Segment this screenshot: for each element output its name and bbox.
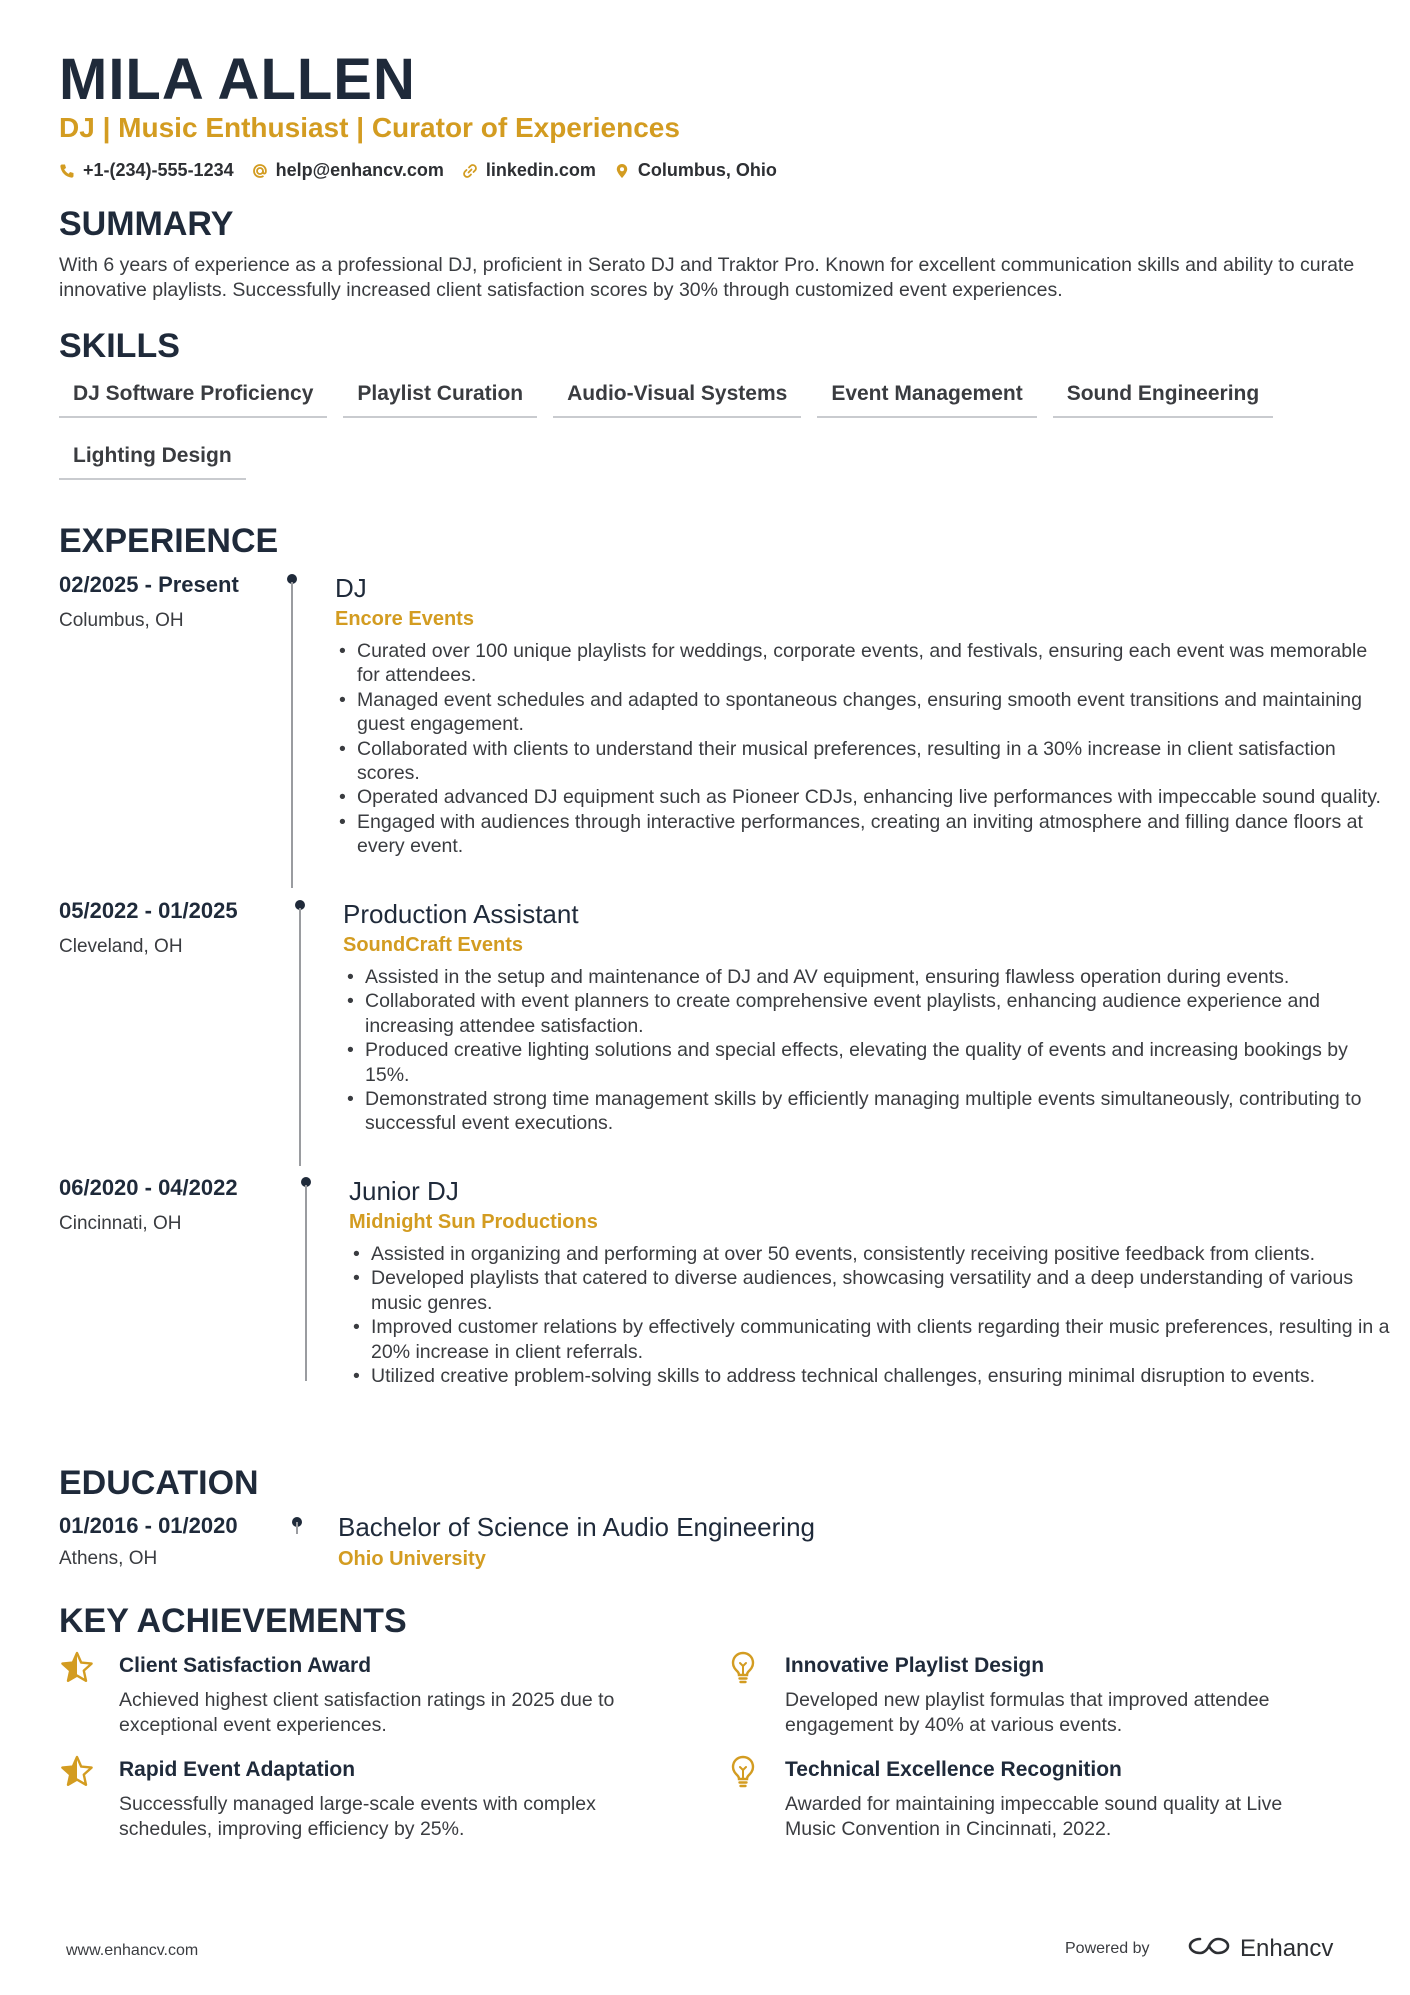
bullet-item: • Engaged with audiences through interactive performances, creating an inviting atmosphere and filling dance floors at every event. <box>335 810 1395 859</box>
experience-entry <box>59 1175 1390 1435</box>
contact-location <box>614 160 777 181</box>
experience-body <box>343 898 1393 1136</box>
skills-heading: SKILLS <box>59 327 180 365</box>
experience-dates: 02/2025 - Present <box>59 572 239 597</box>
star-icon <box>59 1754 95 1790</box>
bullet-item: • Operated advanced DJ equipment such as Pioneer CDJs, enhancing live performances with impeccable sound quality. <box>335 785 1395 809</box>
enhancv-logo[interactable] <box>1186 1934 1333 1963</box>
experience-company: SoundCraft Events <box>343 934 524 956</box>
experience-bullets <box>343 965 1393 1136</box>
lightbulb-icon <box>725 1650 761 1686</box>
experience-body <box>335 572 1395 859</box>
skill-tag: DJ Software Proficiency <box>59 380 327 418</box>
experience-bullets <box>335 639 1395 859</box>
bullet-item: • Curated over 100 unique playlists for weddings, corporate events, and festivals, ensuring each event was memorable for attendees. <box>335 639 1395 688</box>
summary-heading: SUMMARY <box>59 205 234 243</box>
experience-bullets <box>349 1242 1394 1388</box>
experience-entry <box>59 572 1381 892</box>
bullet-item: • Managed event schedules and adapted to spontaneous changes, ensuring smooth event transitions and maintaining guest engagement. <box>335 688 1395 737</box>
achievement-title: Innovative Playlist Design <box>785 1654 1045 1677</box>
bullet-item: • Demonstrated strong time management skills by efficiently managing multiple events simultaneously, contributing to successful event executions. <box>343 1087 1393 1136</box>
bullet-item: • Utilized creative problem-solving skills to address technical challenges, ensuring minimal disruption to events. <box>349 1364 1394 1388</box>
skill-tag: Sound Engineering <box>1053 380 1274 418</box>
education-location: Athens, OH <box>59 1548 158 1569</box>
footer-url[interactable]: www.enhancv.com <box>66 1942 199 1959</box>
summary-text: With 6 years of experience as a professional DJ, proficient in Serato DJ and Traktor Pro. Known for excellent communication skills and ability to curate innovative playlists. Successfully increased client satisfaction scores by 30% through customized event experiences. <box>59 254 1355 301</box>
bullet-item: • Developed playlists that catered to diverse audiences, showcasing versatility and a deep understanding of various music genres. <box>349 1266 1394 1315</box>
achievement-title: Client Satisfaction Award <box>119 1654 372 1677</box>
timeline-line <box>305 1185 307 1381</box>
at-icon <box>252 163 268 179</box>
timeline-line <box>291 582 293 888</box>
achievement-desc: Successfully managed large-scale events with complex schedules, improving efficiency by 25%. <box>119 1793 596 1840</box>
contact-location-text: Columbus, Ohio <box>637 160 777 180</box>
lightbulb-icon <box>725 1754 761 1790</box>
bullet-item: • Assisted in the setup and maintenance of DJ and AV equipment, ensuring flawless operation during events. <box>343 965 1393 989</box>
bullet-item: • Assisted in organizing and performing at over 50 events, consistently receiving positive feedback from clients. <box>349 1242 1394 1266</box>
experience-company: Midnight Sun Productions <box>349 1211 598 1233</box>
achievements-heading: KEY ACHIEVEMENTS <box>59 1602 407 1640</box>
experience-dates: 06/2020 - 04/2022 <box>59 1175 238 1200</box>
footer-powered-by: Powered by <box>1065 1940 1150 1957</box>
footer-brand: Enhancv <box>1240 1934 1334 1962</box>
education-degree: Bachelor of Science in Audio Engineering <box>338 1512 815 1542</box>
experience-role: DJ <box>335 573 367 603</box>
enhancv-logo-icon <box>1186 1934 1232 1963</box>
experience-role: Junior DJ <box>349 1176 459 1206</box>
achievement-title: Rapid Event Adaptation <box>119 1758 356 1781</box>
experience-body <box>349 1175 1394 1388</box>
link-icon <box>462 163 478 179</box>
experience-location: Cincinnati, OH <box>59 1213 182 1234</box>
bullet-item: • Improved customer relations by effectively communicating with clients regarding their music preferences, resulting in a 20% increase in client referrals. <box>349 1315 1394 1364</box>
contact-bar <box>59 160 777 181</box>
timeline-line <box>299 908 301 1166</box>
education-heading: EDUCATION <box>59 1464 259 1502</box>
location-pin-icon <box>614 163 630 179</box>
bullet-item: • Produced creative lighting solutions and special effects, elevating the quality of events and increasing bookings by 15%. <box>343 1038 1393 1087</box>
experience-company: Encore Events <box>335 608 474 630</box>
experience-location: Cleveland, OH <box>59 936 183 957</box>
contact-email-text: help@enhancv.com <box>275 160 444 180</box>
experience-heading: EXPERIENCE <box>59 522 279 560</box>
achievement-desc: Developed new playlist formulas that improved attendee engagement by 40% at various events. <box>785 1689 1270 1736</box>
phone-icon <box>59 163 75 179</box>
experience-role: Production Assistant <box>343 899 579 929</box>
education-dates: 01/2016 - 01/2020 <box>59 1513 238 1538</box>
contact-phone-text: +1-(234)-555-1234 <box>83 160 234 180</box>
bullet-item: • Collaborated with event planners to create comprehensive event playlists, enhancing audience experience and increasing attendee satisfaction. <box>343 989 1393 1038</box>
education-school: Ohio University <box>338 1548 486 1570</box>
skill-tag: Playlist Curation <box>343 380 537 418</box>
experience-location: Columbus, OH <box>59 610 184 631</box>
skill-tag: Audio-Visual Systems <box>553 380 801 418</box>
candidate-name: MILA ALLEN <box>59 47 416 112</box>
candidate-tagline: DJ | Music Enthusiast | Curator of Experiences <box>59 112 680 143</box>
achievement-desc: Awarded for maintaining impeccable sound quality at Live Music Convention in Cincinnati, 2022. <box>785 1793 1283 1840</box>
timeline-line <box>296 1522 298 1534</box>
contact-phone[interactable] <box>59 160 234 181</box>
star-icon <box>59 1650 95 1686</box>
achievement-title: Technical Excellence Recognition <box>785 1758 1122 1781</box>
bullet-item: • Collaborated with clients to understand their musical preferences, resulting in a 30% increase in client satisfaction scores. <box>335 737 1395 786</box>
achievement-desc: Achieved highest client satisfaction ratings in 2025 due to exceptional event experiences. <box>119 1689 615 1736</box>
skill-tag: Event Management <box>817 380 1036 418</box>
skills-list <box>59 380 1359 480</box>
contact-linkedin[interactable] <box>462 160 596 181</box>
experience-entry <box>59 898 1362 1160</box>
contact-email[interactable] <box>252 160 444 181</box>
contact-linkedin-text: linkedin.com <box>485 160 596 180</box>
experience-dates: 05/2022 - 01/2025 <box>59 898 238 923</box>
skill-tag: Lighting Design <box>59 442 246 480</box>
